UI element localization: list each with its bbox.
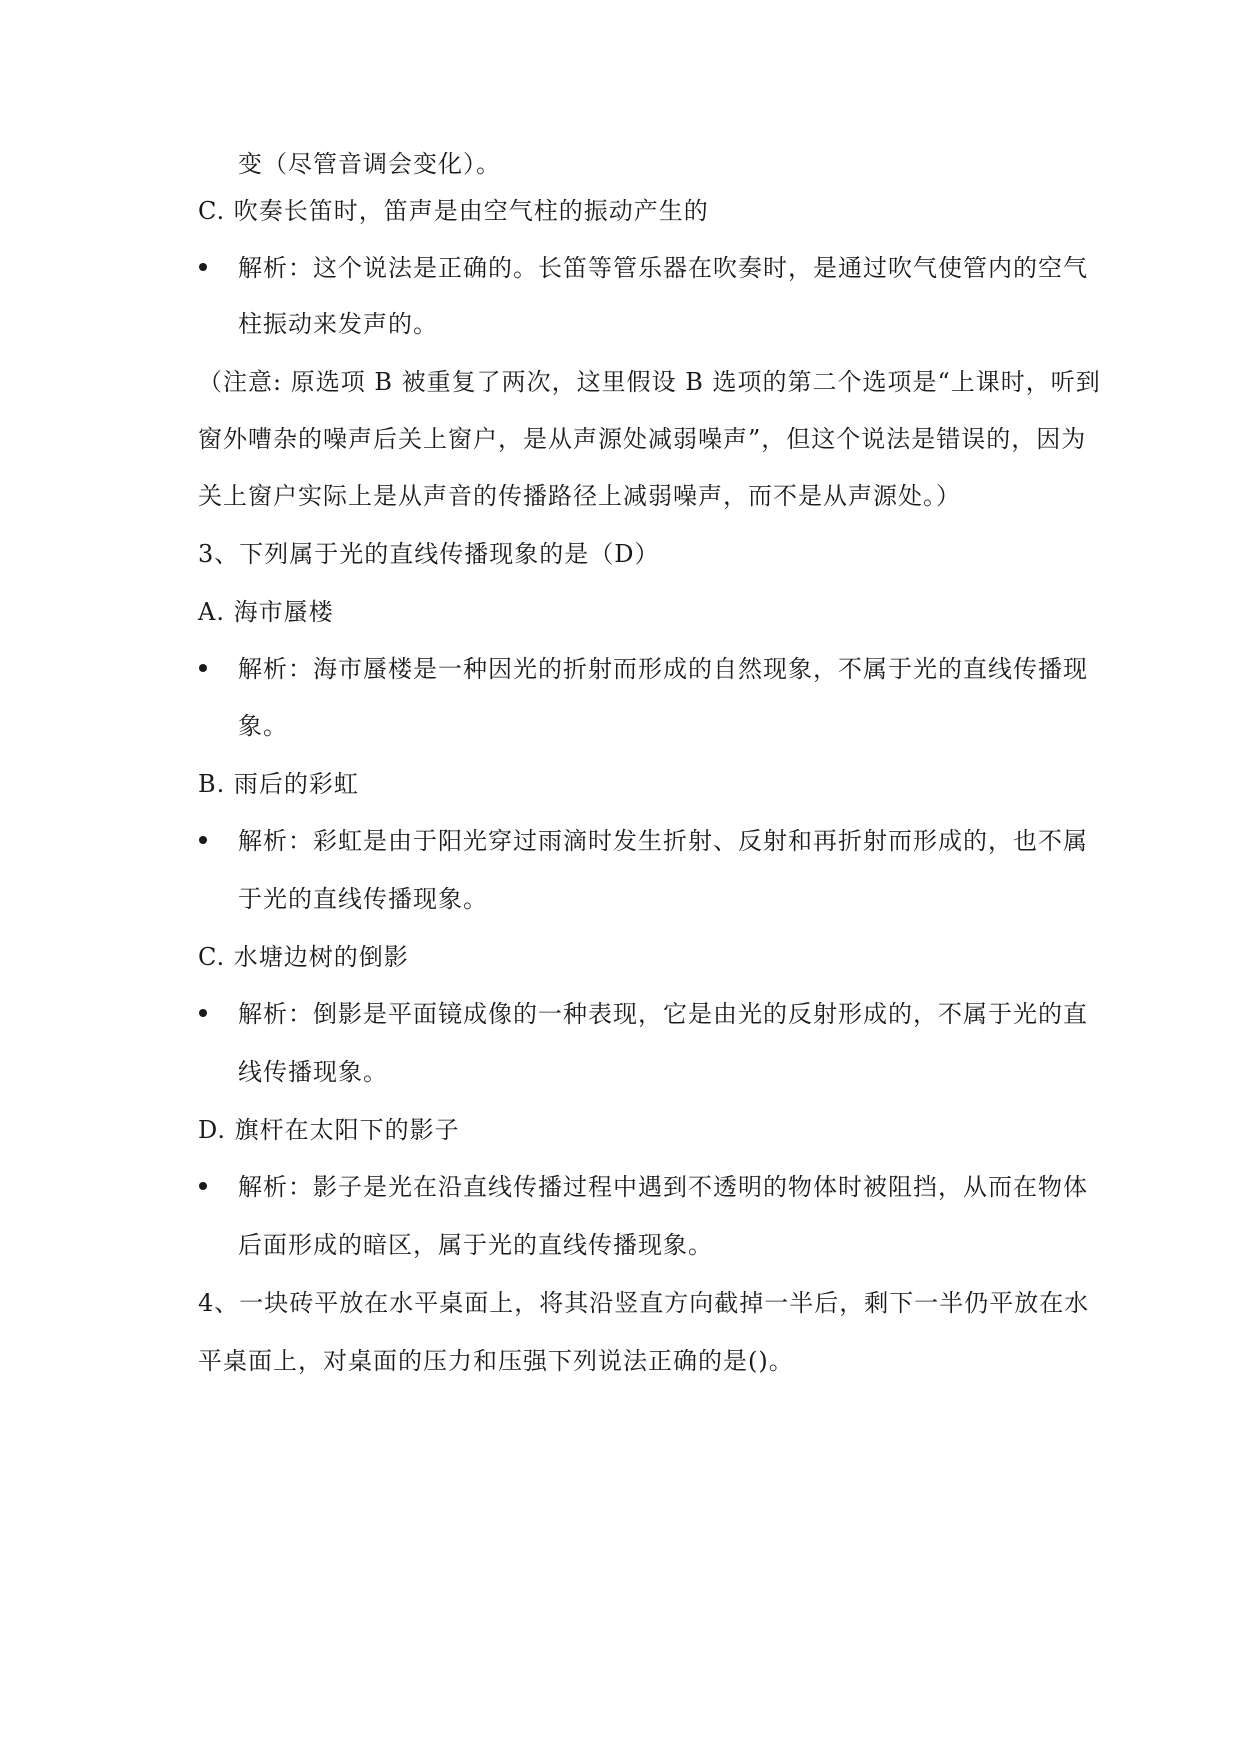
bullet-icon	[199, 664, 207, 672]
explanation-line: 解析：影子是光在沿直线传播过程中遇到不透明的物体时被阻挡，从而在物体	[238, 1173, 1088, 1201]
explanation-line: 解析：海市蜃楼是一种因光的折射而形成的自然现象，不属于光的直线传播现	[238, 655, 1088, 683]
note-line: （注意: 原选项 B 被重复了两次，这里假设 B 选项的第二个选项是“上课时，听到	[198, 368, 1101, 396]
explanation-line: 解析：倒影是平面镜成像的一种表现，它是由光的反射形成的，不属于光的直	[238, 1000, 1088, 1028]
explanation-line: 于光的直线传播现象。	[238, 885, 488, 913]
note-line: 关上窗户实际上是从声音的传播路径上减弱噪声，而不是从声源处。）	[198, 482, 961, 510]
question-4-stem: 平桌面上，对桌面的压力和压强下列说法正确的是()。	[198, 1347, 794, 1375]
question-4-stem: 4、一块砖平放在水平桌面上，将其沿竖直方向截掉一半后，剩下一半仍平放在水	[198, 1289, 1090, 1317]
bullet-icon	[199, 836, 207, 844]
bullet-icon	[199, 1009, 207, 1017]
explanation-line: 柱振动来发声的。	[238, 310, 438, 338]
option-b-rainbow: B. 雨后的彩虹	[198, 770, 359, 798]
option-d-shadow: D. 旗杆在太阳下的影子	[198, 1116, 460, 1144]
text-line-continuation: 变（尽管音调会变化）。	[238, 150, 501, 178]
option-c-reflection: C. 水塘边树的倒影	[198, 943, 409, 971]
explanation-line: 解析：这个说法是正确的。长笛等管乐器在吹奏时，是通过吹气使管内的空气	[238, 254, 1088, 282]
option-a-mirage: A. 海市蜃楼	[198, 598, 334, 626]
explanation-line: 解析：彩虹是由于阳光穿过雨滴时发生折射、反射和再折射而形成的，也不属	[238, 827, 1088, 855]
explanation-line: 象。	[238, 712, 288, 740]
option-c-blow-flute: C. 吹奏长笛时，笛声是由空气柱的振动产生的	[198, 197, 709, 225]
explanation-line: 后面形成的暗区，属于光的直线传播现象。	[238, 1231, 713, 1259]
bullet-icon	[199, 1182, 207, 1190]
question-3-stem: 3、下列属于光的直线传播现象的是（D）	[198, 540, 660, 568]
explanation-line: 线传播现象。	[238, 1058, 388, 1086]
bullet-icon	[199, 263, 207, 271]
note-line: 窗外嘈杂的噪声后关上窗户，是从声源处减弱噪声”，但这个说法是错误的，因为	[198, 425, 1087, 453]
